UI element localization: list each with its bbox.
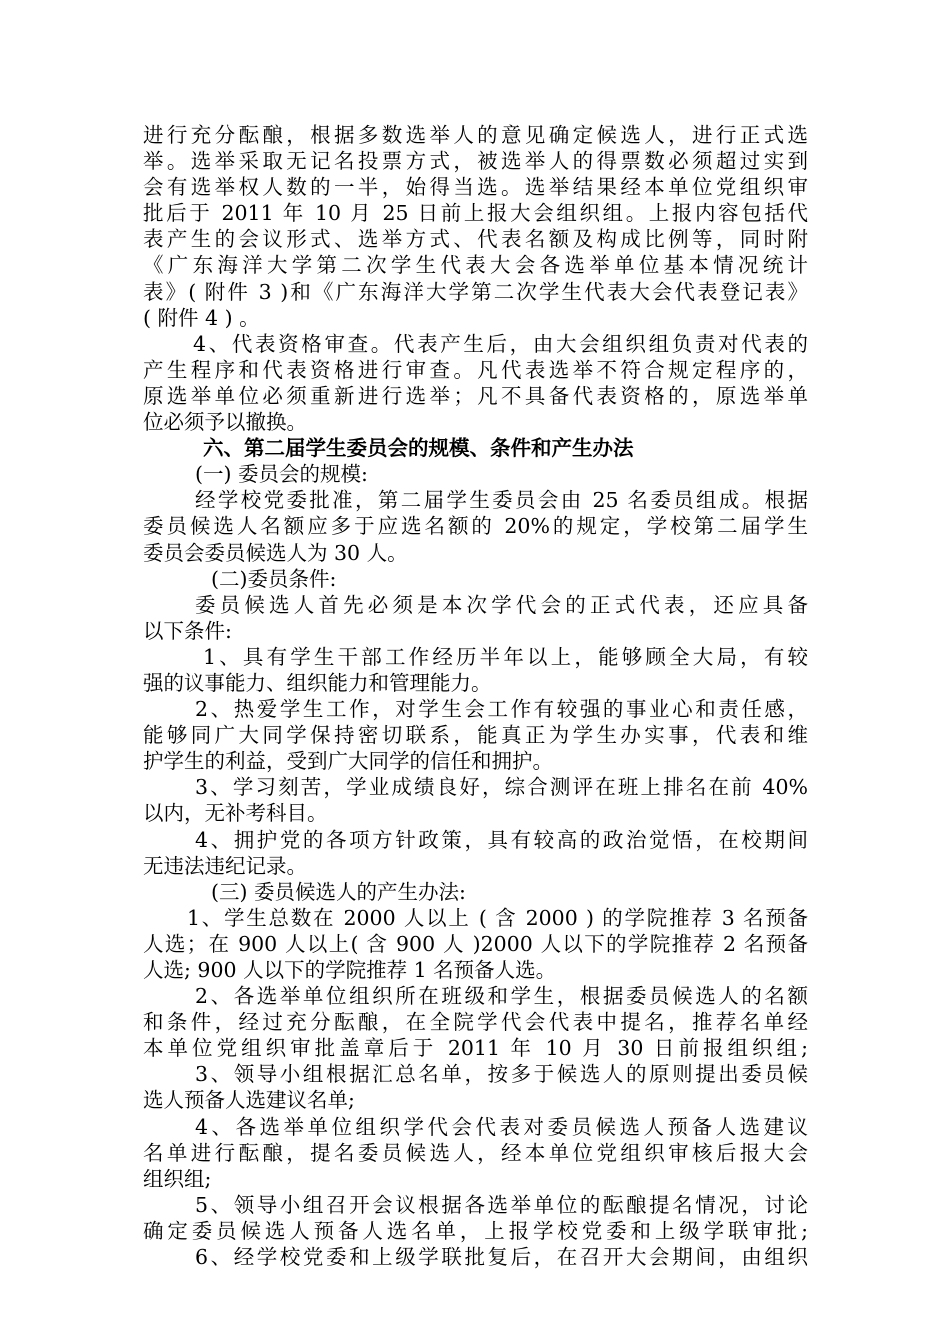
text-line: (二)委员条件:: [211, 566, 337, 591]
document-body: [143, 122, 808, 1270]
text-line: 4、各选举单位组织学代会代表对委员候选人预备人选建议: [195, 1114, 808, 1139]
text-line: 委员候选人首先必须是本次学代会的正式代表，还应具备: [195, 592, 808, 617]
text-line: 《广东海洋大学第二次学生代表大会各选举单位基本情况统计: [143, 253, 808, 278]
text-line: 经学校党委批准，第二届学生委员会由 25 名委员组成。根据: [195, 488, 808, 513]
text-line: 以下条件:: [143, 618, 232, 643]
text-line: 3、学习刻苦，学业成绩良好，综合测评在班上排名在前 40%: [195, 775, 808, 800]
text-line: 4、拥护党的各项方针政策，具有较高的政治觉悟，在校期间: [195, 827, 808, 852]
text-line: 5、领导小组召开会议根据各选举单位的酝酿提名情况，讨论: [195, 1192, 808, 1217]
text-line: 2、各选举单位组织所在班级和学生，根据委员候选人的名额: [195, 984, 808, 1009]
text-line: 举。选举采取无记名投票方式，被选举人的得票数必须超过实到: [143, 149, 808, 174]
text-line: 3、领导小组根据汇总名单，按多于候选人的原则提出委员候: [195, 1062, 808, 1087]
text-line: 组织组;: [143, 1166, 212, 1191]
text-line: 强的议事能力、组织能力和管理能力。: [143, 670, 492, 695]
text-line: 选人预备人选建议名单;: [143, 1088, 355, 1113]
text-line: 委员会委员候选人为 30 人。: [143, 540, 408, 565]
text-line: 原选举单位必须重新进行选举；凡不具备代表资格的，原选举单: [143, 383, 808, 408]
text-line: 1、具有学生干部工作经历半年以上，能够顾全大局，有较: [203, 644, 808, 669]
text-line: 无违法违纪记录。: [143, 853, 307, 878]
text-line: 会有选举权人数的一半，始得当选。选举结果经本单位党组织审: [143, 175, 808, 200]
text-line: 表》( 附件 3 )和《广东海洋大学第二次学生代表大会代表登记表》: [143, 279, 808, 304]
text-line: 4、代表资格审查。代表产生后，由大会组织组负责对代表的: [193, 331, 808, 356]
text-line: (三) 委员候选人的产生办法:: [211, 879, 466, 904]
text-line: 本单位党组织审批盖章后于 2011 年 10 月 30 日前报组织组;: [143, 1036, 808, 1061]
text-line: 1、学生总数在 2000 人以上 ( 含 2000 ) 的学院推荐 3 名预备: [187, 905, 808, 930]
text-line: 产生程序和代表资格进行审查。凡代表选举不符合规定程序的，: [143, 357, 808, 382]
text-line: 人选; 900 人以下的学院推荐 1 名预备人选。: [143, 958, 557, 982]
text-line: 护学生的利益，受到广大同学的信任和拥护。: [143, 749, 553, 774]
text-line: 确定委员候选人预备人选名单，上报学校党委和上级学联审批;: [143, 1218, 808, 1243]
text-line: 进行充分酝酿，根据多数选举人的意见确定候选人，进行正式选: [143, 123, 808, 147]
text-line: 6、经学校党委和上级学联批复后，在召开大会期间，由组织: [195, 1245, 808, 1270]
text-line: 能够同广大同学保持密切联系，能真正为学生办实事，代表和维: [143, 723, 808, 748]
text-line: 委员候选人名额应多于应选名额的 20%的规定，学校第二届学生: [143, 514, 808, 539]
text-line: 位必须予以撤换。: [143, 410, 307, 435]
text-line: 人选；在 900 人以上( 含 900 人 )2000 人以下的学院推荐 2 名预备: [143, 931, 808, 956]
text-line: 以内，无补考科目。: [143, 801, 328, 826]
text-line: 表产生的会议形式、选举方式、代表名额及构成比例等，同时附: [143, 227, 808, 252]
text-line: (一) 委员会的规模:: [195, 462, 368, 487]
text-line: ( 附件 4 ) 。: [143, 305, 260, 330]
text-line: 和条件，经过充分酝酿，在全院学代会代表中提名，推荐名单经: [143, 1010, 808, 1035]
section-heading: 六、第二届学生委员会的规模、条件和产生办法: [203, 436, 634, 461]
text-line: 2、热爱学生工作，对学生会工作有较强的事业心和责任感，: [195, 697, 808, 722]
text-line: 名单进行酝酿，提名委员候选人，经本单位党组织审核后报大会: [143, 1140, 808, 1165]
text-line: 批后于 2011 年 10 月 25 日前上报大会组织组。上报内容包括代: [143, 201, 808, 226]
